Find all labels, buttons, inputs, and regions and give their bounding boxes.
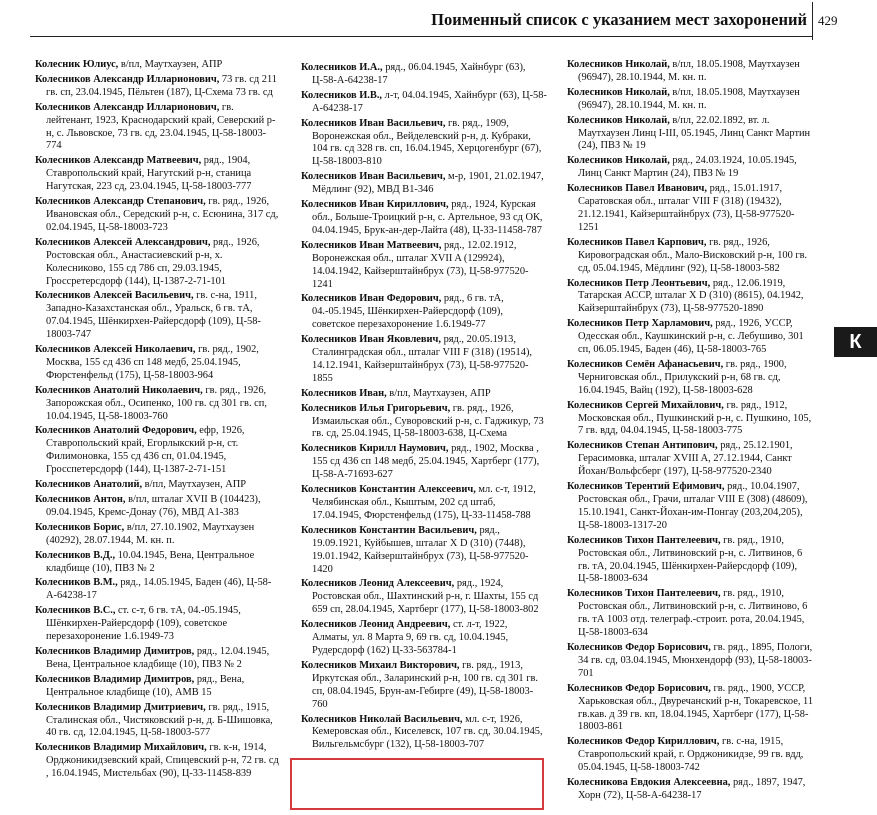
entry-name: Колесников В.С., [35, 605, 116, 617]
entry-name: Колесников Павел Карпович, [567, 236, 707, 248]
entry-details: гв. с-на, 1911, Западно-Казахстанская обл., Уральск, 6 гв. тА, 07.04.1945, Шёнкирхен-Райерсдорф (109), Ц-58-18003-747 [46, 290, 261, 341]
entry-details: 73 гв. сд 211 гв. сп, 23.04.1945, Пёльтен (187), Ц-Схема 73 гв. сд [46, 73, 277, 98]
entry-details: гв. лейтенант, 1923, Краснодарский край, Северский р-н, с. Львовское, 73 гв. сд, 23.04.1945, Ц-58-18003-774 [46, 101, 276, 152]
entry-details: ряд., 20.05.1913, Сталинградская обл., шталаг VIII F (318) (19514), 14.12.1941, Кайзерштайнбрух (73), Ц-58-977520-1855 [312, 334, 533, 384]
list-entry [567, 59, 815, 85]
entry-name: Колесников Константин Алексеевич, [301, 484, 476, 496]
entry-name: Колесников Павел Иванович, [567, 183, 708, 195]
entry-name: Колесников Алексей Николаевич, [35, 344, 196, 356]
list-entry [35, 479, 279, 492]
list-entry [567, 87, 815, 113]
list-entry [35, 196, 279, 235]
entry-details: ряд., 6 гв. тА, 04.-05.1945, Шёнкирхен-Райерсдорф (109), советское перезахоронение 1.6.1949-77 [312, 293, 504, 331]
entry-details: гв. ряд., 1900, Черниговская обл., Прилукский р-н, 68 гв. сд, 16.04.1945, Вайц (192), Ц-58-18003-628 [578, 358, 787, 396]
header-rule [30, 36, 812, 37]
list-entry [567, 683, 815, 735]
entry-details: ст. л-т, 1922, Алматы, ул. 8 Марта 9, 69 гв. сд, 10.04.1945, Рудерсдорф (162) Ц-33-563784-1 [312, 619, 509, 656]
list-entry [567, 535, 815, 587]
entry-details: ряд., 1924, Курская обл., Больше-Троицкий р-н, с. Артельное, 93 сд ОК, 04.04.1945, Брук-ан-дер-Лайта (48), Ц-33-11458-787 [312, 199, 543, 236]
entry-details: мл. с-т, 1912, Челябинская обл., Кыштым, 202 сд штаб, 17.04.1945, Фюрстенфельд (175), Ц-33-11458-788 [312, 484, 536, 521]
entry-details: гв. ряд., 1909, Воронежская обл., Вейделевский р-н, д. Кубраки, 104 гв. сд 328 гв. сп, 16.04.1945, Херцогенбург (67), Ц-58-18003-810 [312, 117, 542, 168]
entry-details: гв. с-на, 1915, Ставропольский край, г. Орджоникидзе, 99 гв. вдд, 05.04.1945, Ц-58-18003-742 [578, 736, 804, 774]
entry-name: Колесников Анатолий Федорович, [35, 425, 197, 437]
entry-details: ряд., 1926, УССР, Одесская обл., Каушкинский р-н, с. Лебушиво, 301 сп, 06.05.1945, Баден (46), Ц-58-18003-765 [578, 318, 804, 356]
entry-details: гв. ряд., 1902, Москва, 155 сд 436 сп 148 медб, 25.04.1945, Фюрстенфельд (175), Ц-58-18003-964 [46, 344, 259, 381]
entry-name: Колесников Иван, [301, 387, 387, 399]
entry-name: Колесников Иван Яковлевич, [301, 334, 441, 346]
entry-details: ряд., 15.01.1917, Саратовская обл., шталаг VIII F (318) (19432), 21.12.1941, Кайзерштайнбрух (73), Ц-58-977520-1251 [578, 183, 795, 233]
entry-name: Колесников И.А., [301, 62, 383, 73]
entry-name: Колесников Владимир Дмитриевич, [35, 701, 206, 713]
entry-name: Колесников Борис, [35, 521, 125, 533]
list-entry [301, 293, 547, 332]
list-entry [301, 578, 547, 617]
entry-details: гв. ряд., 1895, Пологи, 34 гв. сд, 03.04.1945, Мюнхендорф (93), Ц-58-18003-701 [578, 641, 813, 679]
list-entry [567, 588, 815, 640]
list-entry [301, 525, 547, 577]
list-entry [567, 278, 815, 317]
list-entry [35, 550, 279, 576]
list-entry [35, 74, 279, 100]
entry-name: Колесников И.В., [301, 89, 383, 101]
entry-name: Колесников Федор Кириллович, [567, 736, 720, 748]
entry-name: Колесников Николай Васильевич, [301, 713, 463, 725]
list-entry [301, 199, 547, 238]
entry-details: в/пл, 18.05.1908, Маутхаузен (96947), 28.10.1944, М. кн. п. [578, 59, 800, 83]
list-entry [35, 237, 279, 289]
entry-details: ряд., 1902, Москва , 155 сд 436 сп 148 медб, 25.04.1945, Хартберг (177), Ц-58-А-71693-627 [312, 443, 540, 481]
entry-details: ефр, 1926, Ставропольский край, Егорлыкский р-н, ст. Филимоновка, 155 сд 436 сп, 01.04.1945, Гросспетерсдорф (144), Ц-1387-2-71-151 [46, 425, 245, 476]
page-title: Поименный список с указанием мест захоронений [431, 10, 807, 29]
column-2 [301, 59, 547, 754]
entry-details: гв. ряд., 1926, Кировоградская обл., Мало-Висковский р-н, 100 гв. сд, 05.04.1945, Мёдлинг (92), Ц-58-18003-582 [578, 236, 808, 274]
list-entry [301, 171, 547, 197]
entry-details: ряд., 1926, Ростовская обл., Анастасиевский р-н, х. Колесниково, 155 сд 786 сп, 29.03.1945, Гроссретерсдорф (144), Ц-1387-2-71-101 [46, 236, 260, 287]
entry-name: Колесников Алексей Васильевич, [35, 290, 194, 302]
list-entry [567, 359, 815, 398]
entry-name: Колесников Иван Васильевич, [301, 117, 446, 129]
entry-name: Колесников Александр Матвеевич, [35, 155, 202, 167]
list-entry [301, 118, 547, 170]
list-entry [567, 736, 815, 775]
entry-details: гв. ряд., 1910, Ростовская обл., Литвиновский р-н, с. Литвиново, 6 гв. тА 1003 отд. телеграф.-строит. рота, 20.04.1945, Ц-58-18003-634 [578, 588, 808, 639]
entry-details: м-р, 1901, 21.02.1947, Мёдлинг (92), МВД В1-346 [312, 171, 544, 196]
entry-name: Колесников Александр Илларионович, [35, 101, 220, 113]
entry-name: Колесников Иван Васильевич, [301, 171, 446, 183]
entry-details: гв. ряд., 1910, Ростовская обл., Литвиновский р-н, с. Литвинов, 6 гв. тА, 20.04.1945, Шёнкирхен-Райерсдорф (109), Ц-58-18003-634 [578, 534, 803, 585]
entry-name: Колесников В.Д., [35, 549, 116, 561]
entry-name: Колесник Юлиус, [35, 59, 119, 70]
list-entry [301, 484, 547, 523]
list-entry [567, 777, 815, 803]
entry-details: ряд., Вена, Центральное кладбище (10), АМВ 15 [46, 673, 245, 698]
entry-name: Колесников Леонид Алексеевич, [301, 578, 455, 590]
entry-details: гв. ряд., 1913, Иркутская обл., Заларинский р-н, 100 гв. сд 301 гв. сп, 08.04.1945, Брун-ам-Гебирге (49), Ц-58-18003-760 [312, 659, 538, 710]
list-entry [567, 318, 815, 357]
entry-name: Колесников В.М., [35, 577, 118, 589]
entry-details: гв. ряд., 1926, Запорожская обл., Осипенко, 100 гв. сд 301 гв. сп, 10.04.1945, Ц-58-18003-760 [46, 384, 267, 422]
entry-name: Колесников Степан Антипович, [567, 440, 718, 452]
entry-name: Колесников Тихон Пантелеевич, [567, 534, 721, 546]
entry-details: мл. с-т, 1926, Кемеровская обл., Киселевск, 107 гв. сд, 30.04.1945, Вильгельмсбург (132), Ц-58-18003-707 [312, 713, 543, 751]
entry-name: Колесников Михаил Викторович, [301, 659, 460, 671]
entry-name: Колесников Александр Илларионович, [35, 73, 220, 85]
entry-name: Колесников Петр Леонтьевич, [567, 277, 711, 289]
list-entry [35, 344, 279, 383]
entry-details: в/пл, 18.05.1908, Маутхаузен (96947), 28.10.1944, М. кн. п. [578, 86, 800, 111]
entry-name: Колесников Антон, [35, 494, 126, 505]
entry-name: Колесников Владимир Михайлович, [35, 742, 207, 754]
list-entry [301, 403, 547, 442]
list-entry [35, 425, 279, 477]
entry-name: Колесников Константин Васильевич, [301, 524, 477, 536]
header-separator [812, 2, 813, 40]
entry-name: Колесников Терентий Ефимович, [567, 481, 725, 493]
entry-details: ряд., 1897, 1947, Хорн (72), Ц-58-А-64238-17 [578, 777, 806, 801]
entry-details: 10.04.1945, Вена, Центральное кладбище (10), ПВЗ № 2 [46, 549, 255, 574]
entry-name: Колесников Николай, [567, 155, 670, 167]
entry-name: Колесников Сергей Михайлович, [567, 399, 724, 411]
entry-details: ряд., 25.12.1901, Герасимовка, шталаг XVIII A, 27.12.1944, Санкт Йохан/Вольфсберг (197), Ц-58-977520-2340 [578, 440, 793, 478]
list-entry [567, 400, 815, 439]
entry-details: ряд., 19.09.1921, Куйбышев, шталаг X D (310) (7448), 19.01.1942, Кайзерштайнбрух (73), Ц-58-977520-1420 [312, 524, 529, 575]
entry-name: Колесников Владимир Димитров, [35, 645, 195, 657]
entry-name: Колесников Тихон Пантелеевич, [567, 588, 721, 600]
entry-name: Колесников Федор Борисович, [567, 682, 711, 694]
entry-details: гв. ряд., 1926, Измаильская обл., Суворовский р-н, с. Гаджикур, 73 гв. сд, 25.04.1945, Ц-58-18003-638, Ц-Схема [312, 402, 544, 440]
entry-name: Колесников Николай, [567, 86, 670, 98]
entry-details: ряд., 12.02.1912, Воронежская обл., шталаг XVII A (129924), 14.04.1942, Кайзерштайнбрух (73), Ц-58-977520-1241 [312, 239, 529, 290]
entry-name: Колесников Иван Матвеевич, [301, 239, 442, 251]
page-header [0, 0, 877, 42]
list-entry [35, 605, 279, 644]
entry-name: Колесников Иван Кириллович, [301, 199, 449, 211]
entry-details: в/пл, Маутхаузен, АПР [118, 59, 223, 70]
entry-name: Колесников Анатолий Николаевич, [35, 384, 203, 396]
entry-name: Колесников Александр Степанович, [35, 196, 206, 208]
letter-index-tab: К [834, 327, 877, 357]
list-entry [35, 702, 279, 741]
entry-details: ряд., 06.04.1945, Хайнбург (63), Ц-58-А-64238-17 [312, 62, 526, 86]
entry-details: ряд., 10.04.1907, Ростовская обл., Грачи, шталаг VIII E (308) (48609), 15.10.1941, Санкт-Йохан-им-Понгау (203,204,205), Ц-58-18003-1317-20 [578, 481, 808, 531]
entry-name: Колесников Илья Григорьевич, [301, 402, 451, 414]
list-entry [301, 619, 547, 658]
column-1 [35, 59, 279, 783]
entry-details: ряд., 12.06.1919, Татарская АССР, шталаг X D (310) (8615), 04.1942, Кайзерштайнбрух (73), Ц-58-977520-1890 [578, 277, 804, 315]
list-entry [567, 155, 815, 181]
page-number: 429 [818, 13, 838, 28]
entry-details: ряд., 1904, Ставропольский край, Нагутский р-н, станица Нагутская, 223 сд, 23.04.1945, Ц-58-18003-777 [46, 155, 252, 193]
list-entry [301, 334, 547, 386]
entry-details: гв. к-н, 1914, Орджоникидзевский край, Спицевский р-н, 72 гв. сд , 16.04.1945, Мистельбах (90), Ц-33-11458-839 [46, 742, 279, 780]
entry-details: в/пл, 27.10.1902, Маутхаузен (40292), 28.07.1944, М. кн. п. [46, 521, 255, 546]
list-entry [35, 385, 279, 424]
entry-name: Колесников Анатолий, [35, 479, 143, 491]
entry-details: ст. с-т, 6 гв. тА, 04.-05.1945, Шёнкирхен-Райерсдорф (109), советское перезахоронение 1.6.1949-73 [46, 605, 241, 643]
entry-details: в/пл, 22.02.1892, вт. л. Маутхаузен Линц I-III, 05.1945, Линц Санкт Мартин (24), ПВЗ № 19 [578, 114, 811, 152]
entry-details: гв. ряд., 1912, Московская обл., Пушкинский р-н, с. Пушкино, 105, 7 гв. вдд, 04.04.1945, Ц-58-18003-775 [578, 399, 812, 437]
list-entry [567, 642, 815, 681]
list-entry [301, 90, 547, 116]
entry-details: ряд., 24.03.1924, 10.05.1945, Линц Санкт Мартин (24), ПВЗ № 19 [578, 155, 797, 180]
list-entry [35, 59, 279, 72]
list-entry [35, 742, 279, 781]
list-entry [301, 660, 547, 712]
list-entry [35, 155, 279, 194]
list-entry [301, 240, 547, 292]
entry-name: Колесников Иван Федорович, [301, 293, 442, 305]
highlighted-entry-box [290, 758, 544, 810]
list-entry [567, 115, 815, 154]
entry-details: ряд., 1924, Ростовская обл., Шахтинский р-н, г. Шахты, 155 сд 659 сп, 28.04.1945, Хартберг (177), Ц-58-18003-802 [312, 578, 539, 616]
entry-name: Колесников Федор Борисович, [567, 641, 711, 653]
list-entry [35, 646, 279, 672]
entry-name: Колесников Алексей Александрович, [35, 236, 211, 248]
entry-name: Колесников Николай, [567, 114, 670, 126]
list-entry [301, 62, 547, 88]
entry-details: гв. ряд., 1915, Сталинская обл., Чистяковский р-н, д. Б-Шишовка, 40 гв. сд, 12.04.1945, Ц-58-18003-577 [46, 701, 273, 739]
entry-name: Колесников Владимир Димитров, [35, 673, 195, 685]
entry-details: ряд., 12.04.1945, Вена, Центральное кладбище (10), ПВЗ № 2 [46, 645, 270, 670]
entry-name: Колесников Петр Харламович, [567, 318, 713, 330]
entry-details: в/пл, Маутхаузен, АПР [142, 479, 247, 491]
list-entry [567, 440, 815, 479]
entry-name: Колесников Леонид Андреевич, [301, 619, 451, 631]
list-entry [35, 494, 279, 520]
list-entry [301, 443, 547, 482]
entry-name: Колесников Кирилл Наумович, [301, 443, 449, 455]
entry-details: в/пл, Маутхаузен, АПР [386, 387, 491, 399]
list-entry [567, 183, 815, 235]
column-3 [567, 59, 815, 805]
list-entry [301, 388, 547, 401]
entry-details: л-т, 04.04.1945, Хайнбург (63), Ц-58-А-64238-17 [312, 89, 547, 114]
entry-name: Колесникова Евдокия Алексеевна, [567, 777, 731, 789]
entry-name: Колесников Семён Афанасьевич, [567, 358, 724, 370]
entry-details: в/пл, шталаг XVII B (104423), 09.04.1945, Кремс-Донау (76), МВД А1-383 [46, 494, 261, 518]
entry-details: ряд., 14.05.1945, Баден (46), Ц-58-А-64238-17 [46, 577, 272, 602]
list-entry [35, 290, 279, 342]
list-entry [35, 522, 279, 548]
entry-name: Колесников Николай, [567, 59, 670, 70]
list-entry [35, 674, 279, 700]
list-entry [35, 102, 279, 154]
entry-details: гв. ряд., 1900, УССР, Харьковская обл., Двуречанский р-н, Токаревское, 11 гв.кав. д 39 гв. кп, 18.04.1945, Хартберг (177), Ц-58-18003-861 [578, 682, 814, 733]
list-entry [35, 577, 279, 603]
entry-details: гв. ряд., 1926, Ивановская обл., Середский р-н, с. Есюнина, 317 сд, 02.04.1945, Ц-58-18003-723 [46, 196, 279, 233]
list-entry [301, 714, 547, 753]
list-entry [567, 481, 815, 533]
list-entry [567, 237, 815, 276]
